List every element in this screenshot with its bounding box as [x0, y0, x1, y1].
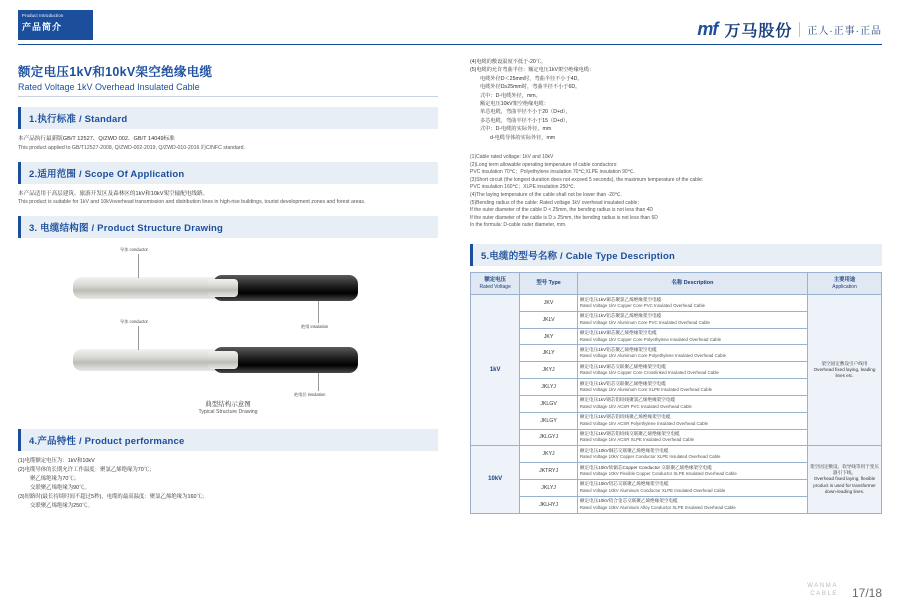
th-type	[520, 273, 578, 295]
cell-description-cn: 额定电压1kV铜芯聚乙烯绝缘架空电缆	[579, 330, 657, 336]
page-number: 17/18	[851, 586, 882, 600]
table-header-row	[471, 273, 882, 295]
brand-mark-icon: mf	[697, 19, 718, 39]
table-row	[471, 295, 882, 312]
cell-description-en: Rated Voltage 1kV Aluminum Core PVC Insulated Overhead Cable	[579, 319, 710, 325]
th-rated-voltage	[471, 273, 520, 295]
right-column	[470, 58, 882, 514]
brand-slogan: 正人·正事·正品	[807, 26, 882, 37]
right-note-en-6: (5)Bending radius of the cable: Rated voltage 1kV overhead insulated cable：	[470, 199, 643, 206]
cell-description-en: Rated Voltage 1kV ACSR XLPE Insulated Overhead Cable	[579, 437, 695, 443]
brand-separator	[799, 22, 800, 37]
cell-description-en: Rated Voltage 10kV Aluminum Conductor XLPE Insulated Overhead Cable	[579, 487, 726, 493]
cell-description-en: Rated Voltage 1kV Copper Core Crosslinked Insulated Overhead Cable	[579, 370, 719, 376]
page-title	[18, 62, 438, 97]
right-note-en-5: (4)The laying temperature of the cable shall not be lower than -20℃.	[470, 192, 622, 199]
th-application	[808, 273, 882, 295]
cell-type: JKLHYJ	[520, 496, 578, 513]
right-note-en-3: (3)Short circuit (the longest duration does not exceed 5 seconds), the maximum temperature of the cable:	[470, 176, 704, 183]
cell-description-cn: 额定电压1kV铝芯聚乙烯绝缘架空电缆	[579, 346, 657, 352]
cell-type: JKLYJ	[520, 479, 578, 496]
cell-description-cn: 额定电压1kV钢芯铝绞线聚乙烯绝缘架空电缆	[579, 414, 671, 420]
cell-description-en: Rated Voltage 10kV Copper Conductor XLPE Insulated Overhead Cable	[579, 454, 721, 460]
performance-line-3: 交联聚乙烯绝缘为90℃。	[30, 485, 90, 491]
performance-line-5: 交联聚乙烯绝缘为250℃。	[30, 503, 93, 509]
cell-description-en: Rated Voltage 1kV Copper Core Polyethylene Insulated Overhead Cable	[579, 336, 722, 342]
cell-description	[577, 311, 807, 328]
cell-description	[577, 379, 807, 396]
section-header-standard: 1.执行标准 / Standard	[18, 107, 438, 129]
cell-description	[577, 429, 807, 446]
cable1-core-exposed	[208, 279, 238, 297]
cable2-core-exposed	[208, 351, 238, 369]
cell-description	[577, 295, 807, 312]
cell-description	[577, 496, 807, 513]
right-note-9: d-电缆导体的实际外径，mm	[490, 134, 556, 141]
cable1-lead-conductor	[138, 254, 139, 278]
cell-type: JKLGYJ	[520, 429, 578, 446]
right-note-en-9: In the formula: D-cable outer diameter, mm.	[470, 222, 567, 229]
right-note-2: 电缆外径D＜25mm时，弯曲半径不小于4D。	[480, 75, 583, 82]
cell-description-en: Rated Voltage 1kV ACSR PVC Insulated Overhead Cable	[579, 403, 692, 409]
cell-description	[577, 446, 807, 463]
cell-application-en: Overhead fixed laying, flexible product is used for transformer down-leading lines.	[813, 476, 876, 494]
cable1-conductor	[73, 277, 223, 299]
cell-type: JKLV	[520, 311, 578, 328]
standard-cn: 本产品执行最新版GB/T 12527、Q/ZWD 002、GB/T 14049标准	[18, 136, 175, 142]
left-column	[18, 62, 438, 511]
structure-drawing	[18, 244, 438, 419]
cell-type: JKV	[520, 295, 578, 312]
cell-description-cn: 额定电压10kV铝合金芯交联聚乙烯绝缘架空电缆	[579, 498, 678, 504]
cable1-label-insulation: 绝缘 insulation	[301, 324, 329, 329]
cell-voltage-1kv: 1kV	[471, 295, 520, 446]
cable2-label-insulation: 绝缘层 insulation	[294, 392, 326, 397]
title-underline	[18, 96, 438, 97]
section-header-scope: 2.适用范围 / Scope Of Application	[18, 162, 438, 184]
cell-application-1kv	[808, 295, 882, 446]
right-note-en-8: If the outer diameter of the cable is D ≥ 25mm, the bending radius is not less than 6D	[470, 214, 658, 221]
table-row	[471, 446, 882, 463]
cell-voltage-10kv: 10kV	[471, 446, 520, 513]
cell-description-en: Rated Voltage 1kV ACSR Polyethylene Insulated Overhead Cable	[579, 420, 708, 426]
cable2-conductor	[73, 349, 223, 371]
cable2-lead-insulation	[318, 373, 319, 391]
cell-type: JKY	[520, 328, 578, 345]
footer-watermark	[807, 582, 838, 598]
performance-line-1: (2)电缆导体的长期允许工作温度：聚氯乙烯绝缘为70℃；	[18, 467, 155, 473]
right-note-7: 多芯电缆，弯曲半径不小于15（D+d），	[480, 117, 571, 124]
cell-application-10kv	[808, 446, 882, 513]
cell-description	[577, 362, 807, 379]
cell-application-cn: 架空固定敷设、软导线等用于变压器引下线。	[810, 463, 879, 476]
cell-description-cn: 额定电压10kV铝芯交联聚乙烯绝缘架空电缆	[579, 481, 669, 487]
cell-type: JKLY	[520, 345, 578, 362]
cell-type: JKLGV	[520, 395, 578, 412]
brand-logo	[697, 18, 882, 41]
section-header-cable-type: 5.电缆的型号名称 / Cable Type Description	[470, 244, 882, 266]
cell-description	[577, 345, 807, 362]
th-type-cn: 型号 Type	[536, 280, 561, 286]
structure-caption-en: Typical Structure Drawing	[198, 409, 258, 415]
right-note-3: 电缆外径D≥25mm时，弯曲半径不小于6D。	[480, 84, 581, 91]
th-description	[577, 273, 807, 295]
cell-application-cn: 架空固定敷设引户线用	[821, 360, 868, 366]
th-rated-voltage-en: Rated Voltage	[479, 283, 511, 290]
standard-body	[18, 135, 438, 152]
header-tab-cn: 产品简介	[22, 22, 63, 32]
cell-description	[577, 479, 807, 496]
cell-type: JKLGY	[520, 412, 578, 429]
cell-description-en: Rated Voltage 1kV Aluminum Core XLPE Insulated Overhead Cable	[579, 386, 713, 392]
cable-type-table	[470, 272, 882, 514]
th-application-en: Application	[832, 283, 857, 290]
cell-description-cn: 额定电压10kV铜芯交联聚乙烯绝缘架空电缆	[579, 447, 669, 453]
header-tab-en: Product Introduction	[22, 13, 64, 18]
cell-description-cn: 额定电压1kV钢芯铝绞线聚氯乙烯绝缘架空电缆	[579, 397, 676, 403]
cell-description-en: Rated Voltage 10kV Flexible Copper Conductor XLPE Insulated Overhead Cable	[579, 471, 737, 477]
th-application-cn: 主要用途	[833, 276, 856, 283]
right-note-en-7: If the outer diameter of the cable D < 25mm, the bending radius is not less than 4D	[470, 207, 654, 214]
performance-line-0: (1)电缆额定电压为：1kV和10kV	[18, 458, 95, 464]
right-note-en-0: (1)Cable rated voltage: 1kV and 10kV	[470, 154, 554, 161]
cable2-lead-conductor	[138, 326, 139, 350]
footer-brand-line2: CABLE	[810, 591, 838, 597]
cell-description-cn: 额定电压1kV铜芯交联聚乙烯绝缘架空电缆	[579, 363, 666, 369]
cell-description-cn: 额定电压1kV铝芯聚氯乙烯绝缘架空电缆	[579, 313, 662, 319]
cable1-lead-insulation	[318, 301, 319, 323]
header-tab	[18, 10, 93, 40]
structure-caption-cn: 典型结构示意图	[205, 401, 251, 408]
standard-en: This product applied to GB/T12527-2008, Q/ZWD-002-2019, Q/ZWD-010-2016 的C/NFC standard.	[18, 144, 245, 151]
right-note-4: 式中：D-电缆外径，mm。	[480, 92, 541, 99]
header-divider	[18, 44, 882, 45]
scope-body	[18, 190, 438, 207]
cable2-label-conductor: 导体 conductor	[120, 319, 148, 324]
cell-description	[577, 463, 807, 480]
brand-name-cn: 万马股份	[724, 23, 793, 40]
scope-cn: 本产品适用于高层建筑、旅游开发区及森林区的1kV和10kV架空输配电线路。	[18, 190, 209, 197]
th-description-cn: 名称 Description	[671, 280, 714, 286]
cell-description	[577, 412, 807, 429]
cell-application-en: Overhead fixed laying, leading lines etc.	[813, 367, 876, 379]
cell-description-cn: 额定电压1kV铝芯交联聚乙烯绝缘架空电缆	[579, 380, 666, 386]
right-note-en-1: (2)Long term allowable operating temperature of cable conductors:	[470, 161, 618, 168]
right-note-0: (4)电缆的敷设温度不低于-20℃。	[470, 59, 547, 65]
structure-caption	[18, 399, 438, 415]
footer-brand-line1: WANMA	[807, 583, 838, 589]
cell-description-cn: 额定电压1kV铜芯聚氯乙烯绝缘架空电缆	[579, 296, 662, 302]
performance-line-4: (3)短路时(最长持续时间不超过5秒)，电缆的最高温度：聚氯乙烯绝缘为160℃；	[18, 494, 208, 500]
cell-type: JKLYJ	[520, 379, 578, 396]
cell-description-cn: 额定电压10kV软铜芯Copper Conductor 交联聚乙烯绝缘架空电缆	[579, 464, 712, 470]
cell-type: JKYJ	[520, 362, 578, 379]
cell-type: JKTRYJ	[520, 463, 578, 480]
right-note-5: 额定电压10kV架空绝缘电缆：	[480, 101, 549, 108]
th-rated-voltage-cn: 额定电压	[484, 276, 506, 283]
scope-en: This product is suitable for 1kV and 10kVoverhead transmission and distribution lines in high-rise buildings, tourist development zones and forest areas.	[18, 199, 366, 205]
section-header-performance: 4.产品特性 / Product performance	[18, 429, 438, 451]
right-note-1: (5)电缆的允许弯曲半径：额定电压1kV架空绝缘电缆：	[470, 67, 595, 74]
right-note-8: 式中：D-电缆的实际外径，mm	[480, 126, 552, 133]
right-note-en-2: PVC insulation 70℃；Polyethylene insulation 70℃;XLPE insulation 90℃.	[470, 169, 635, 176]
section-header-structure: 3. 电缆结构图 / Product Structure Drawing	[18, 216, 438, 238]
cell-description-cn: 额定电压1kV钢芯铝绞线交联聚乙烯绝缘架空电缆	[579, 431, 680, 436]
cell-description-en: Rated Voltage 1kV Copper Core PVC Insulated Overhead Cable	[579, 302, 706, 308]
right-note-en-4: PVC insulation 160℃；XLPE insulation 250℃.	[470, 184, 576, 191]
page-title-en: Rated Voltage 1kV Overhead Insulated Cable	[18, 82, 200, 92]
right-note-6: 单芯电缆，弯曲半径不小于20（D+d），	[480, 109, 571, 116]
page-title-cn: 额定电压1kV和10kV架空绝缘电缆	[18, 65, 213, 79]
performance-line-2: 聚乙烯绝缘为70℃；	[30, 476, 80, 482]
cell-description-en: Rated Voltage 1kV Aluminum Core Polyethylene Insulated Overhead Cable	[579, 353, 727, 359]
cell-description	[577, 328, 807, 345]
cable1-label-conductor: 导体 conductor	[120, 247, 148, 252]
cell-type: JKYJ	[520, 446, 578, 463]
cell-description	[577, 395, 807, 412]
cell-description-en: Rated Voltage 10kV Aluminum Alloy Conductor XLPE Insulated Overhead Cable	[579, 504, 736, 510]
